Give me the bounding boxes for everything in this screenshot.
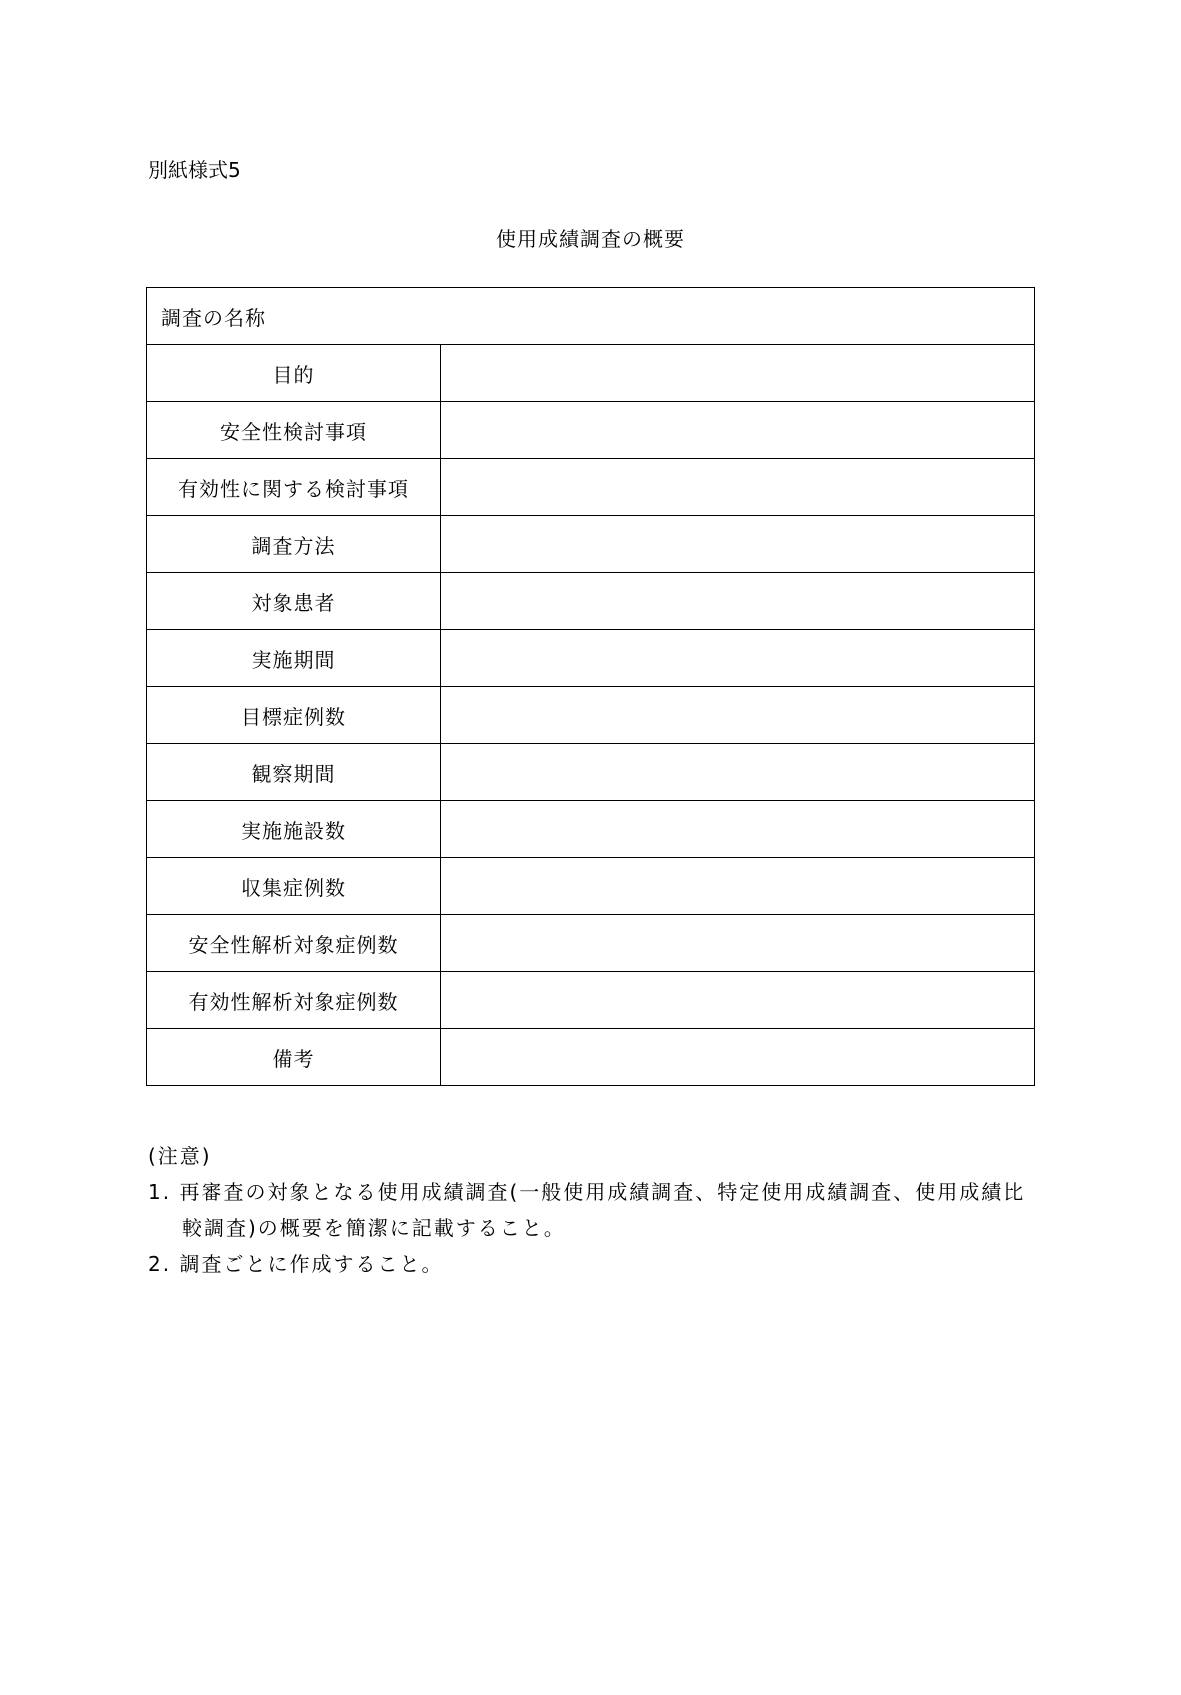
row-value-cell[interactable] — [441, 345, 1035, 402]
row-value-cell[interactable] — [441, 858, 1035, 915]
row-label: 実施施設数 — [147, 801, 441, 858]
row-value-cell[interactable] — [441, 573, 1035, 630]
row-label: 有効性に関する検討事項 — [147, 459, 441, 516]
table-row — [147, 744, 1035, 801]
row-label: 観察期間 — [147, 744, 441, 801]
form-number: 別紙様式5 — [148, 158, 241, 182]
table-row — [147, 402, 1035, 459]
row-value-cell[interactable] — [441, 744, 1035, 801]
note-number: 1. — [148, 1180, 172, 1204]
row-value-cell[interactable] — [441, 402, 1035, 459]
row-label: 対象患者 — [147, 573, 441, 630]
row-value-cell[interactable] — [441, 459, 1035, 516]
survey-summary-table — [146, 287, 1035, 1086]
row-label: 調査方法 — [147, 516, 441, 573]
note-item-1 — [148, 1174, 1025, 1210]
table-row — [147, 801, 1035, 858]
table-row — [147, 345, 1035, 402]
table-row — [147, 687, 1035, 744]
survey-name-cell[interactable]: 調査の名称 — [147, 288, 1035, 345]
table-row — [147, 858, 1035, 915]
row-value-cell[interactable] — [441, 1029, 1035, 1086]
table-header-row — [147, 288, 1035, 345]
table-row — [147, 915, 1035, 972]
note-text: 再審査の対象となる使用成績調査(一般使用成績調査、特定使用成績調査、使用成績比 — [179, 1180, 1026, 1204]
table-row — [147, 972, 1035, 1029]
note-number: 2. — [148, 1252, 172, 1276]
table-row — [147, 1029, 1035, 1086]
note-text: 調査ごとに作成すること。 — [179, 1252, 444, 1276]
row-label: 目的 — [147, 345, 441, 402]
table-row — [147, 630, 1035, 687]
row-value-cell[interactable] — [441, 516, 1035, 573]
note-item-1-continued: 較調査)の概要を簡潔に記載すること。 — [182, 1216, 566, 1240]
row-label: 目標症例数 — [147, 687, 441, 744]
row-label: 安全性解析対象症例数 — [147, 915, 441, 972]
row-value-cell[interactable] — [441, 915, 1035, 972]
row-value-cell[interactable] — [441, 801, 1035, 858]
row-value-cell[interactable] — [441, 972, 1035, 1029]
document-title: 使用成績調査の概要 — [496, 227, 685, 251]
row-label: 有効性解析対象症例数 — [147, 972, 441, 1029]
row-value-cell[interactable] — [441, 630, 1035, 687]
table-row — [147, 459, 1035, 516]
row-label: 収集症例数 — [147, 858, 441, 915]
row-label: 備考 — [147, 1029, 441, 1086]
notes-section — [148, 1138, 1025, 1282]
row-label: 安全性検討事項 — [147, 402, 441, 459]
row-value-cell[interactable] — [441, 687, 1035, 744]
table-row — [147, 516, 1035, 573]
note-item-2 — [148, 1246, 1025, 1282]
row-label: 実施期間 — [147, 630, 441, 687]
table-row — [147, 573, 1035, 630]
notes-heading: (注意) — [148, 1144, 212, 1168]
